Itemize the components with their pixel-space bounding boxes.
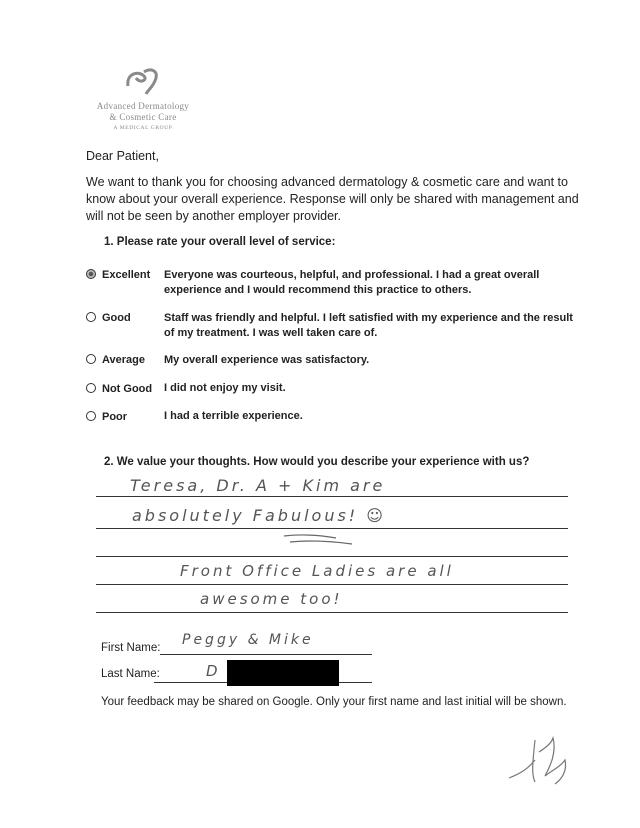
logo-line-3: A MEDICAL GROUP <box>113 125 173 131</box>
radio-icon[interactable] <box>86 312 96 322</box>
answer-line <box>96 528 568 529</box>
option-label: Good <box>102 312 131 324</box>
option-average[interactable] <box>86 354 145 366</box>
logo-line-1: Advanced Dermatology <box>96 101 190 111</box>
intro-paragraph: We want to thank you for choosing advanced dermatology & cosmetic care and want to know about your overall experience. Response will only be shared with management and will not be seen by another employer provider. <box>86 175 579 223</box>
radio-icon[interactable] <box>86 383 96 393</box>
option-label: Not Good <box>102 383 153 395</box>
footer-note: Your feedback may be shared on Google. Only your first name and last initial will be shown. <box>101 696 567 708</box>
logo-mark-icon <box>118 64 168 96</box>
option-description: My overall experience was satisfactory. <box>164 354 370 366</box>
option-label: Poor <box>102 411 128 423</box>
answer-text[interactable]: Teresa, Dr. A + Kim are <box>130 476 386 495</box>
option-not-good[interactable] <box>86 383 152 395</box>
option-description: I had a terrible experience. <box>164 410 303 422</box>
answer-text[interactable]: absolutely Fabulous! ☺ <box>132 506 386 525</box>
radio-icon[interactable] <box>86 411 96 421</box>
answer-line <box>96 584 568 585</box>
option-good[interactable] <box>86 312 131 324</box>
first-name-label: First Name: <box>101 642 161 654</box>
option-label: Average <box>102 354 146 366</box>
radio-checked-icon[interactable] <box>86 269 96 279</box>
option-description: Staff was friendly and helpful. I left satisfied with my experience and the result of my treatment. I was well taken care of. <box>164 312 573 339</box>
option-description: I did not enjoy my visit. <box>164 382 286 394</box>
last-name-field[interactable]: D <box>206 662 221 680</box>
option-label: Excellent <box>102 269 151 281</box>
answer-line <box>96 496 568 497</box>
practice-logo <box>88 64 198 134</box>
question-1-title: 1. Please rate your overall level of service: <box>104 236 336 248</box>
initials-signature-icon <box>505 730 585 790</box>
radio-icon[interactable] <box>86 354 96 364</box>
option-description: Everyone was courteous, helpful, and professional. I had a great overall experience and I would recommend this practice to others. <box>164 269 540 296</box>
first-name-underline <box>160 654 372 655</box>
question-2-title: 2. We value your thoughts. How would you describe your experience with us? <box>104 456 530 468</box>
answer-text[interactable]: Front Office Ladies are all <box>180 562 454 580</box>
option-poor[interactable] <box>86 411 127 423</box>
logo-line-2: & Cosmetic Care <box>109 112 177 122</box>
scribble-mark-icon <box>280 532 360 546</box>
greeting: Dear Patient, <box>86 149 159 163</box>
last-name-label: Last Name: <box>101 668 160 680</box>
answer-text[interactable]: awesome too! <box>200 590 343 608</box>
redaction-box <box>227 660 339 686</box>
answer-line <box>96 612 568 613</box>
answer-line <box>96 556 568 557</box>
first-name-field[interactable]: Peggy & Mike <box>182 632 314 648</box>
option-excellent[interactable] <box>86 269 150 281</box>
